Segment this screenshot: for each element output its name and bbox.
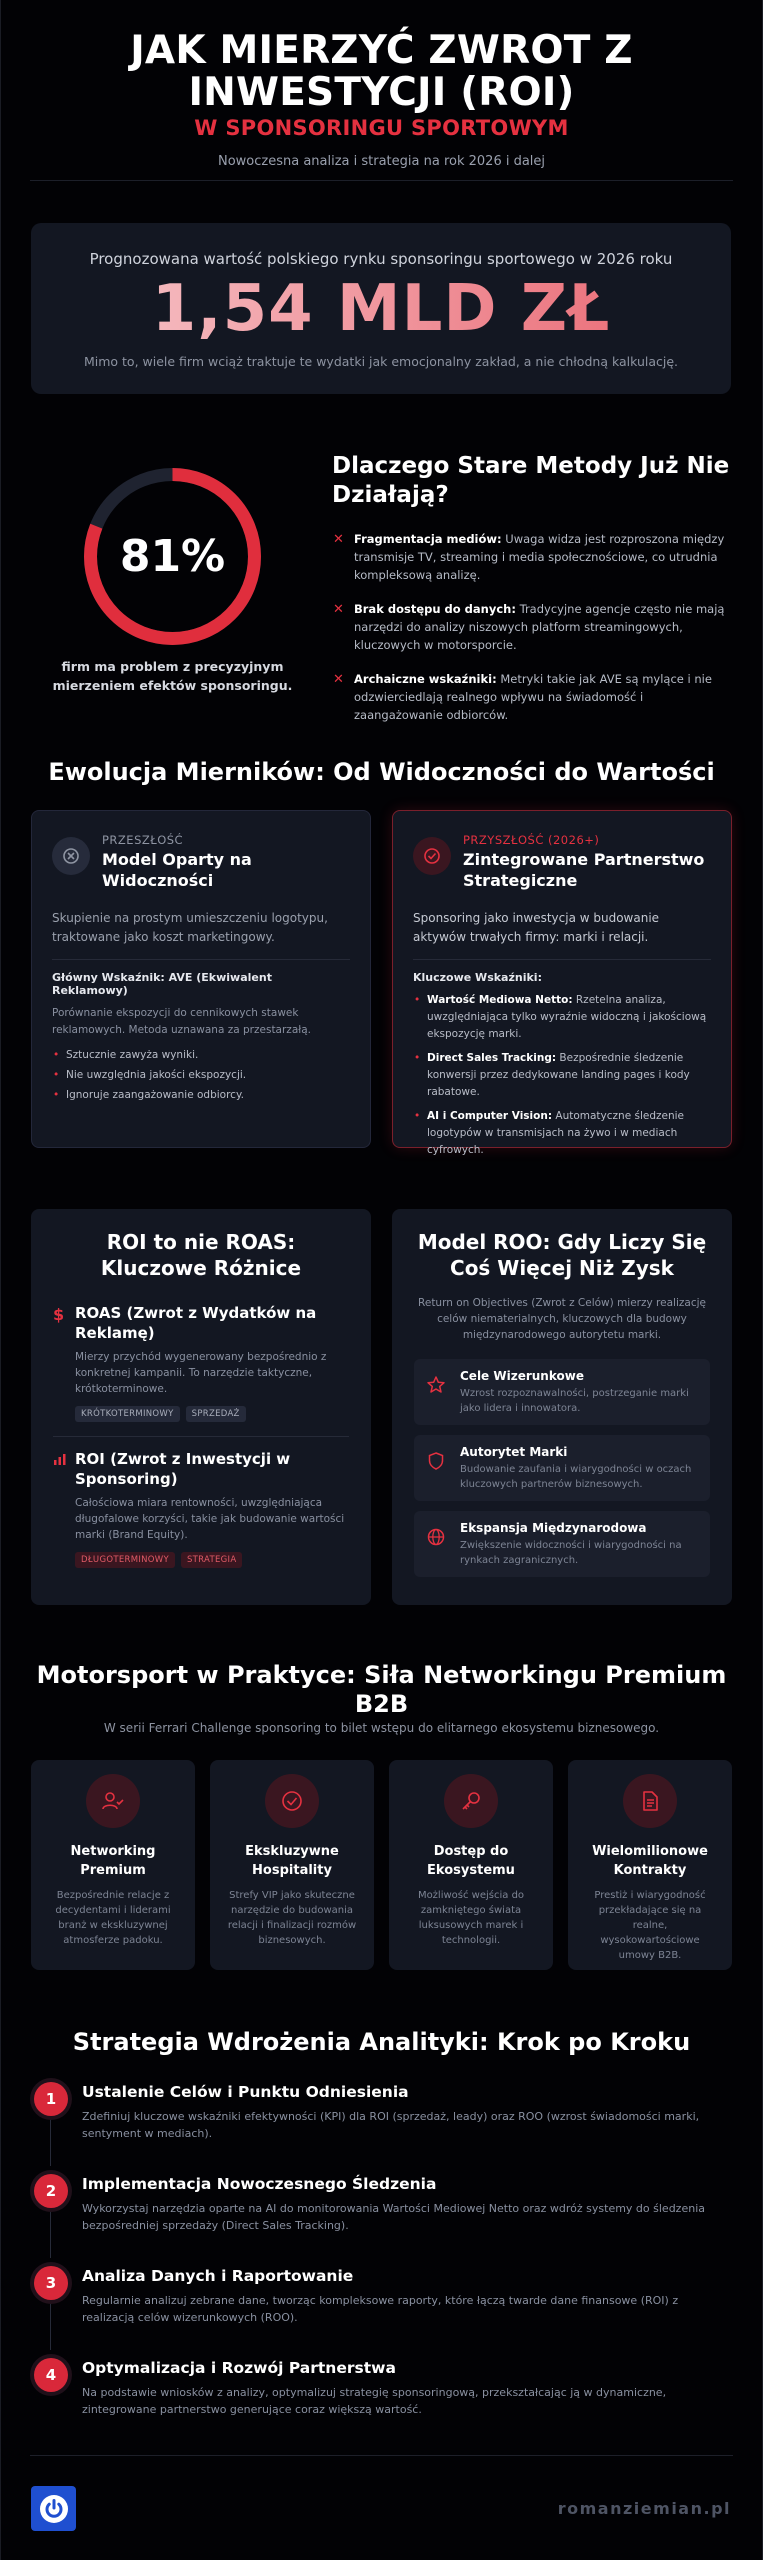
divider xyxy=(52,959,350,960)
tag-badge: DŁUGOTERMINOWY xyxy=(75,1552,175,1568)
past-name: Model Oparty na Widoczności xyxy=(102,850,252,890)
step-title: Analiza Danych i Raportowanie xyxy=(82,2267,354,2285)
why-title: Dlaczego Stare Metody Już Nie Działają? xyxy=(332,453,730,508)
why-item: ✕ Archaiczne wskaźniki: Metryki takie jak AVE są mylące i nie odzwierciedlają realnego wpływu na świadomość i zaangażowanie odbiorców. xyxy=(333,672,712,722)
future-desc: Sponsoring jako inwestycja w budowanie aktywów trwałych firmy: marki i relacji. xyxy=(413,911,660,944)
step-title: Optymalizacja i Rozwój Partnerstwa xyxy=(82,2359,396,2377)
past-kpi: Główny Wskaźnik: AVE (Ekwiwalent Reklamowy) xyxy=(52,971,272,997)
roi-roas-title: ROI to nie ROAS: Kluczowe Różnice xyxy=(100,1230,302,1280)
past-eyebrow: PRZESZŁOŚĆ xyxy=(102,833,184,847)
roo-item-desc: Wzrost rozpoznawalności, postrzeganie marki jako lidera i innowatora. xyxy=(460,1388,689,1414)
divider xyxy=(30,180,733,181)
roo-title: Model ROO: Gdy Liczy Się Coś Więcej Niż Zysk xyxy=(417,1230,707,1280)
step-desc: Regularnie analizuj zebrane dane, tworząc kompleksowe raporty, które łączą twarde dane finansowe (ROI) z realizacją celów wizerunkowych (ROO). xyxy=(82,2294,679,2324)
step-desc: Wykorzystaj narzędzia oparte na AI do monitorowania Wartości Mediowej Netto oraz wdróż systemy do śledzenia bezpośredniej sprzedaży (Direct Sales Tracking). xyxy=(82,2202,705,2232)
roas-item xyxy=(53,1303,349,1422)
tag-badge: SPRZEDAŻ xyxy=(186,1406,246,1422)
roi-item xyxy=(53,1449,349,1568)
roo-item xyxy=(414,1511,710,1577)
divider xyxy=(53,1436,349,1437)
strategy-title: Strategia Wdrożenia Analityki: Krok po Kroku xyxy=(72,2028,691,2056)
donut-caption: firm ma problem z precyzyjnym mierzeniem efektów sponsoringu. xyxy=(52,659,293,693)
why-old-methods xyxy=(332,452,732,724)
step-desc: Na podstawie wniosków z analizy, optymalizuj strategię sponsoringową, przekształcając ją w dynamiczne, zintegrowane partnerstwo generujące coraz większą wartość. xyxy=(82,2386,667,2416)
step-number: 4 xyxy=(34,2358,68,2392)
list-item: • Sztucznie zawyża wyniki. xyxy=(52,1047,350,1064)
future-name: Zintegrowane Partnerstwo Strategiczne xyxy=(463,850,705,890)
why-item: ✕ Fragmentacja mediów: Uwaga widza jest rozproszona między transmisje TV, streaming i media społecznościowe, co utrudnia kompleksową analizę. xyxy=(333,532,725,582)
globe-icon xyxy=(426,1527,448,1551)
list-item: • Ignoruje zaangażowanie odbiorcy. xyxy=(52,1087,350,1104)
strategy-step xyxy=(31,2358,733,2418)
motorsport-card-desc: Strefy VIP jako skuteczne narzędzie do budowania relacji i finalizacji rozmów biznesowych. xyxy=(227,1890,357,1946)
market-value-lead: Prognozowana wartość polskiego rynku sponsoringu sportowego w 2026 roku xyxy=(89,250,673,268)
evolution-title: Ewolucja Mierników: Od Widoczności do Wartości xyxy=(48,758,715,786)
motorsport-subtitle: W serii Ferrari Challenge sponsoring to bilet wstępu do elitarnego ekosystemu biznesowego. xyxy=(103,1721,660,1735)
market-value-note: Mimo to, wiele firm wciąż traktuje te wydatki jak emocjonalny zakład, a nie chłodną kalkulację. xyxy=(83,354,679,369)
donut-chart xyxy=(80,464,265,649)
x-icon: ✕ xyxy=(333,532,344,547)
roo-item-title: Cele Wizerunkowe xyxy=(460,1369,584,1383)
roo-item-title: Autorytet Marki xyxy=(460,1445,568,1459)
roo-model-card xyxy=(392,1209,732,1605)
divider xyxy=(30,2455,733,2456)
market-value-number: 1,54 MLD ZŁ xyxy=(31,274,731,344)
list-item: • Wartość Mediowa Netto: Rzetelna analiza, uwzględniająca tylko wyraźnie widoczną i jakościową ekspozycję marki. xyxy=(413,992,711,1043)
people-icon xyxy=(86,1774,140,1828)
x-icon: ✕ xyxy=(333,672,344,687)
list-item: • Nie uwzględnia jakości ekspozycji. xyxy=(52,1067,350,1084)
motorsport-card-desc: Prestiż i wiarygodność przekładające się na realne, wysokowartościowe umowy B2B. xyxy=(594,1890,706,1961)
bar-chart-icon xyxy=(53,1451,67,1470)
motorsport-title: Motorsport w Praktyce: Siła Networkingu Premium B2B xyxy=(36,1661,727,1718)
roas-desc: Mierzy przychód wygenerowany bezpośrednio z konkretnej kampanii. To narzędzie taktyczne, krótkoterminowe. xyxy=(75,1351,327,1395)
motorsport-card-title: Dostęp do Ekosystemu xyxy=(427,1844,515,1878)
page-title: JAK MIERZYĆ ZWROT Z INWESTYCJI (ROI) xyxy=(130,28,633,115)
why-item: ✕ Brak dostępu do danych: Tradycyjne agencje często nie mają narzędzi do analizy niszowych platform streamingowych, kluczowych w motorsporcie. xyxy=(333,602,725,652)
motorsport-card-desc: Możliwość wejścia do zamkniętego świata luksusowych marek i technologii. xyxy=(417,1890,525,1946)
future-list xyxy=(413,992,711,1159)
motorsport-card-desc: Bezpośrednie relacje z decydentami i liderami branż w ekskluzywnej atmosferze padoku. xyxy=(55,1890,171,1946)
roo-item xyxy=(414,1435,710,1501)
x-icon: ✕ xyxy=(333,602,344,617)
divider xyxy=(413,959,711,960)
power-icon[interactable] xyxy=(31,2486,76,2531)
list-item: • Direct Sales Tracking: Bezpośrednie śledzenie konwersji przez dedykowane landing pages i kody rabatowe. xyxy=(413,1050,711,1101)
dollar-icon: $ xyxy=(53,1305,65,1324)
past-model-card xyxy=(31,810,371,1148)
future-eyebrow: PRZYSZŁOŚĆ (2026+) xyxy=(463,833,600,847)
roo-item xyxy=(414,1359,710,1425)
step-number: 2 xyxy=(34,2174,68,2208)
roi-desc: Całościowa miara rentowności, uwzględniająca długofalowe korzyści, takie jak budowanie wartości marki (Brand Equity). xyxy=(75,1497,345,1541)
past-desc: Skupienie na prostym umieszczeniu logotypu, traktowane jako koszt marketingowy. xyxy=(52,911,328,944)
motorsport-card xyxy=(210,1760,374,1970)
future-model-card xyxy=(392,810,732,1156)
check-circle-icon xyxy=(265,1774,319,1828)
motorsport-card-title: Wielomilionowe Kontrakty xyxy=(592,1844,708,1878)
site-link[interactable]: romanziemian.pl xyxy=(557,2499,731,2518)
roo-intro: Return on Objectives (Zwrot z Celów) mierzy realizację celów niematerialnych, kluczowych dla budowy międzynarodowego autorytetu marki. xyxy=(418,1297,706,1341)
page-header xyxy=(0,30,763,169)
roi-title: ROI (Zwrot z Inwestycji w Sponsoring) xyxy=(75,1450,291,1488)
page-tagline: Nowoczesna analiza i strategia na rok 2026 i dalej xyxy=(217,154,546,169)
motorsport-card xyxy=(31,1760,195,1970)
key-icon xyxy=(444,1774,498,1828)
document-icon xyxy=(623,1774,677,1828)
shield-icon xyxy=(426,1451,448,1475)
roi-vs-roas-card xyxy=(31,1209,371,1605)
motorsport-card xyxy=(568,1760,732,1970)
motorsport-card xyxy=(389,1760,553,1970)
step-title: Implementacja Nowoczesnego Śledzenia xyxy=(82,2175,437,2193)
step-title: Ustalenie Celów i Punktu Odniesienia xyxy=(82,2083,409,2101)
past-list xyxy=(52,1047,350,1104)
roas-title: ROAS (Zwrot z Wydatków na Reklamę) xyxy=(75,1304,317,1342)
tag-badge: STRATEGIA xyxy=(181,1552,242,1568)
market-value-card xyxy=(31,223,731,394)
strategy-step xyxy=(31,2082,733,2142)
step-number: 3 xyxy=(34,2266,68,2300)
ban-icon xyxy=(52,837,90,875)
step-desc: Zdefiniuj kluczowe wskaźniki efektywności (KPI) dla ROI (sprzedaż, leady) oraz ROO (wzrost świadomości marki, sentyment w mediach). xyxy=(82,2110,700,2140)
motorsport-card-title: Ekskluzywne Hospitality xyxy=(245,1844,339,1878)
motorsport-card-title: Networking Premium xyxy=(70,1844,156,1878)
roo-item-title: Ekspansja Międzynarodowa xyxy=(460,1521,647,1535)
tag-badge: KRÓTKOTERMINOWY xyxy=(75,1406,180,1422)
roo-item-desc: Budowanie zaufania i wiarygodności w oczach kluczowych partnerów biznesowych. xyxy=(460,1464,692,1490)
future-kpi: Kluczowe Wskaźniki: xyxy=(413,971,542,984)
check-circle-icon xyxy=(413,837,451,875)
star-icon xyxy=(426,1375,448,1399)
strategy-step xyxy=(31,2174,733,2234)
past-kpi-desc: Porównanie ekspozycji do cennikowych stawek reklamowych. Metoda uznawana za przestarzałą. xyxy=(52,1007,312,1036)
strategy-step xyxy=(31,2266,733,2326)
list-item: • AI i Computer Vision: Automatyczne śledzenie logotypów w transmisjach na żywo i w mediach cyfrowych. xyxy=(413,1108,711,1159)
page-subtitle: W SPONSORINGU SPORTOWYM xyxy=(194,116,569,140)
donut-percent: 81% xyxy=(119,531,226,582)
step-number: 1 xyxy=(34,2082,68,2116)
roo-item-desc: Zwiększenie widoczności i wiarygodności na rynkach zagranicznych. xyxy=(460,1540,682,1566)
